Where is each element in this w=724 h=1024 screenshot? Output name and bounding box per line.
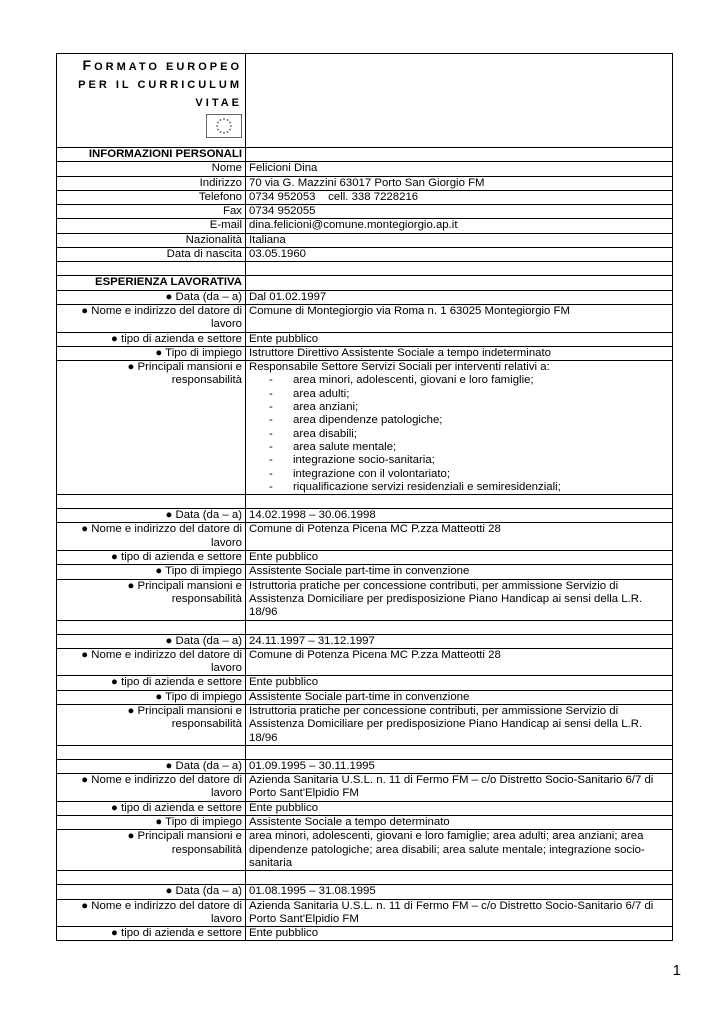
eu-flag-icon bbox=[206, 114, 242, 138]
entry-sector-label: ● tipo di azienda e settore bbox=[57, 332, 246, 346]
entry-type-label: ● Tipo di impiego bbox=[57, 565, 246, 579]
list-item: - area disabili; bbox=[269, 428, 669, 441]
entry-type: Assistente Sociale part-time in convenzione bbox=[246, 565, 673, 579]
list-item: - area salute mentale; bbox=[269, 441, 669, 454]
entry-duties-label: ● Principali mansioni e responsabilità bbox=[57, 579, 246, 620]
header-title-line-1 bbox=[60, 56, 242, 76]
entry-type-label: ● Tipo di impiego bbox=[57, 346, 246, 360]
entry-employer-label: ● Nome e indirizzo del datore di lavoro bbox=[57, 774, 246, 802]
entry-sector: Ente pubblico bbox=[246, 927, 673, 941]
entry-type: Assistente Sociale a tempo determinato bbox=[246, 816, 673, 830]
entry-date: Dal 01.02.1997 bbox=[246, 290, 673, 304]
list-item: - integrazione con il volontariato; bbox=[269, 468, 669, 481]
cv-format-header bbox=[57, 54, 246, 148]
name-value: Felicioni Dina bbox=[246, 162, 673, 176]
entry-type-label: ● Tipo di impiego bbox=[57, 690, 246, 704]
entry-duties-label: ● Principali mansioni e responsabilità bbox=[57, 361, 246, 495]
header-title-line-2: PER IL CURRICULUM bbox=[78, 79, 242, 91]
entry-date-label: ● Data (da – a) bbox=[57, 759, 246, 773]
entry-employer: Azienda Sanitaria U.S.L. n. 11 di Fermo FM – c/o Distretto Socio-Sanitario 6/7 di Porto Sant'Elpidio FM bbox=[246, 899, 673, 927]
entry-sector: Ente pubblico bbox=[246, 332, 673, 346]
birthdate-label: Data di nascita bbox=[57, 248, 246, 262]
nationality-value: Italiana bbox=[246, 233, 673, 247]
entry-duties-label: ● Principali mansioni e responsabilità bbox=[57, 830, 246, 871]
list-item: - area adulti; bbox=[269, 388, 669, 401]
work-experience-heading: ESPERIENZA LAVORATIVA bbox=[57, 276, 246, 290]
entry-employer: Comune di Potenza Picena MC P.zza Matteotti 28 bbox=[246, 648, 673, 676]
list-item: - area dipendenze patologiche; bbox=[269, 414, 669, 427]
entry-sector: Ente pubblico bbox=[246, 801, 673, 815]
entry-duties-label: ● Principali mansioni e responsabilità bbox=[57, 704, 246, 745]
address-value: 70 via G. Mazzini 63017 Porto San Giorgio FM bbox=[246, 176, 673, 190]
entry-date-label: ● Data (da – a) bbox=[57, 509, 246, 523]
entry-sector: Ente pubblico bbox=[246, 676, 673, 690]
entry-type: Istruttore Direttivo Assistente Sociale a tempo indeterminato bbox=[246, 346, 673, 360]
email-value: dina.felicioni@comune.montegiorgio.ap.it bbox=[246, 219, 673, 233]
entry-employer-label: ● Nome e indirizzo del datore di lavoro bbox=[57, 648, 246, 676]
fax-label: Fax bbox=[57, 205, 246, 219]
nationality-label: Nazionalità bbox=[57, 233, 246, 247]
entry-sector-label: ● tipo di azienda e settore bbox=[57, 551, 246, 565]
duties-intro: Responsabile Settore Servizi Sociali per interventi relativi a: bbox=[249, 361, 550, 374]
list-item: - area anziani; bbox=[269, 401, 669, 414]
fax-value: 0734 952055 bbox=[246, 205, 673, 219]
phone-label: Telefono bbox=[57, 190, 246, 204]
entry-duties: Istruttoria pratiche per concessione contributi, per ammissione Servizio di Assistenza Domiciliare per predisposizione Piano Handicap ai sensi della L.R. 18/96 bbox=[246, 704, 673, 745]
entry-date: 01.09.1995 – 30.11.1995 bbox=[246, 759, 673, 773]
entry-duties: Istruttoria pratiche per concessione contributi, per ammissione Servizio di Assistenza Domiciliare per predisposizione Piano Handicap ai sensi della L.R. 18/96 bbox=[246, 579, 673, 620]
list-item: - integrazione socio-sanitaria; bbox=[269, 454, 669, 467]
entry-employer: Comune di Potenza Picena MC P.zza Matteotti 28 bbox=[246, 523, 673, 551]
duties-list bbox=[249, 374, 669, 494]
page-number: 1 bbox=[672, 962, 681, 979]
header-title-line-3: VITAE bbox=[195, 97, 242, 109]
entry-sector-label: ● tipo di azienda e settore bbox=[57, 801, 246, 815]
entry-employer: Azienda Sanitaria U.S.L. n. 11 di Fermo FM – c/o Distretto Socio-Sanitario 6/7 di Porto Sant'Elpidio FM bbox=[246, 774, 673, 802]
entry-sector-label: ● tipo di azienda e settore bbox=[57, 927, 246, 941]
entry-sector: Ente pubblico bbox=[246, 551, 673, 565]
name-label: Nome bbox=[57, 162, 246, 176]
entry-date-label: ● Data (da – a) bbox=[57, 634, 246, 648]
list-item: - area minori, adolescenti, giovani e loro famiglie; bbox=[269, 374, 669, 387]
entry-date: 14.02.1998 – 30.06.1998 bbox=[246, 509, 673, 523]
entry-date: 24.11.1997 – 31.12.1997 bbox=[246, 634, 673, 648]
entry-duties bbox=[246, 361, 673, 495]
header-title-line-1-rest: ORMATO EUROPEO bbox=[94, 61, 242, 73]
list-item: - riqualificazione servizi residenziali e semiresidenziali; bbox=[269, 481, 669, 494]
birthdate-value: 03.05.1960 bbox=[246, 248, 673, 262]
phone-value: 0734 952053 cell. 338 7228216 bbox=[246, 190, 673, 204]
entry-sector-label: ● tipo di azienda e settore bbox=[57, 676, 246, 690]
cv-table bbox=[56, 53, 673, 941]
entry-date: 01.08.1995 – 31.08.1995 bbox=[246, 885, 673, 899]
entry-date-label: ● Data (da – a) bbox=[57, 885, 246, 899]
address-label: Indirizzo bbox=[57, 176, 246, 190]
header-title-line-1-initial: F bbox=[82, 57, 95, 73]
entry-type-label: ● Tipo di impiego bbox=[57, 816, 246, 830]
entry-date-label: ● Data (da – a) bbox=[57, 290, 246, 304]
entry-employer-label: ● Nome e indirizzo del datore di lavoro bbox=[57, 899, 246, 927]
entry-employer: Comune di Montegiorgio via Roma n. 1 63025 Montegiorgio FM bbox=[246, 304, 673, 332]
entry-employer-label: ● Nome e indirizzo del datore di lavoro bbox=[57, 304, 246, 332]
personal-info-heading: INFORMAZIONI PERSONALI bbox=[57, 148, 246, 162]
entry-type: Assistente Sociale part-time in convenzione bbox=[246, 690, 673, 704]
entry-employer-label: ● Nome e indirizzo del datore di lavoro bbox=[57, 523, 246, 551]
entry-duties: area minori, adolescenti, giovani e loro famiglie; area adulti; area anziani; area dipendenze patologiche; area disabili; area salute mentale; integrazione socio-sanitaria bbox=[246, 830, 673, 871]
email-label: E-mail bbox=[57, 219, 246, 233]
